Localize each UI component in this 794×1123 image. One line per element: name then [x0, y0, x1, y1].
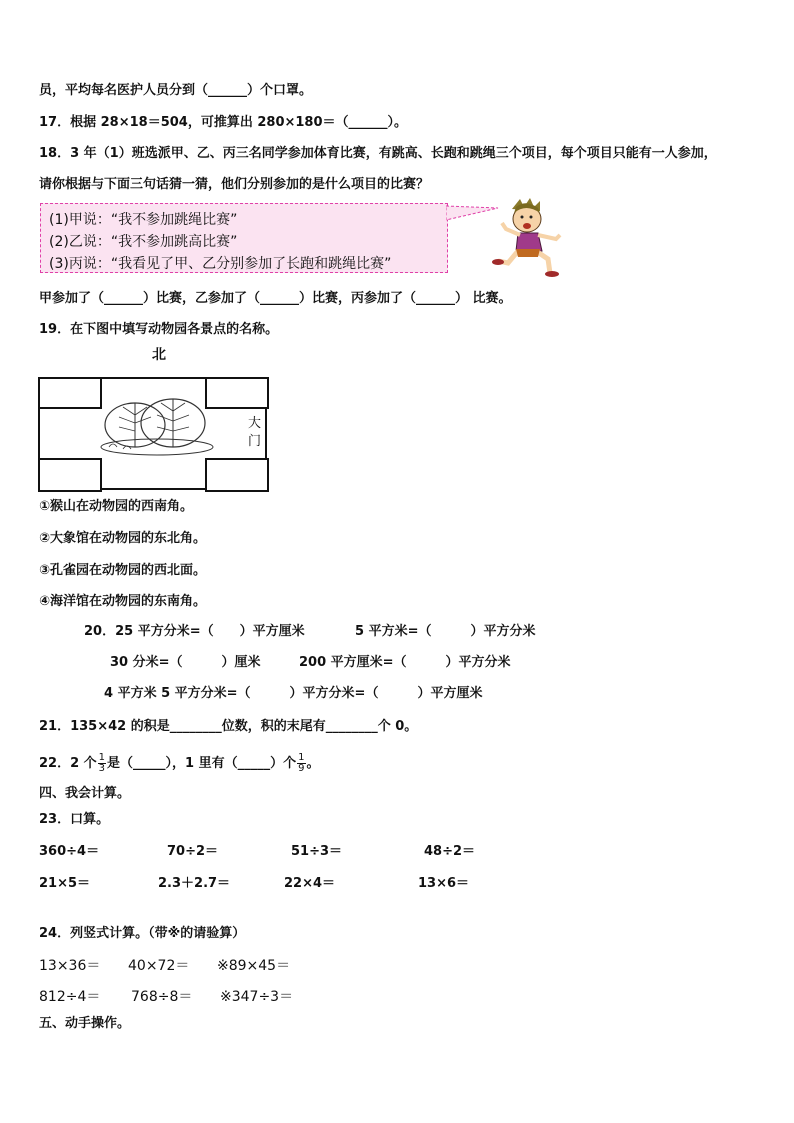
zoo-map: [38, 377, 267, 490]
vertical-calc-6: ※347÷3＝: [220, 989, 294, 1005]
calc-4: 48÷2＝: [424, 844, 476, 859]
question-20-part5: 4 平方米 5 平方分米=（ ）平方分米=（ ）平方厘米: [104, 686, 483, 701]
section-4-heading: 四、我会计算。: [39, 786, 131, 801]
fraction-2-denominator: 9: [298, 763, 305, 774]
calc-1: 360÷4＝: [39, 844, 100, 859]
question-17: 17．根据 28×18＝504，可推算出 280×180＝（______）。: [39, 115, 408, 130]
fraction-2-numerator: 1: [298, 752, 305, 763]
speech-bubble: [40, 203, 448, 273]
bubble-statement-3: (3)丙说：“我看见了甲、乙分别参加了长跑和跳绳比赛”: [49, 256, 392, 272]
question-20-part2: 5 平方米=（ ）平方分米: [355, 624, 536, 639]
bubble-statement-2: (2)乙说：“我不参加跳高比赛”: [49, 234, 238, 250]
fraction-1-numerator: 1: [98, 752, 106, 763]
vertical-calc-5: 768÷8＝: [131, 989, 193, 1005]
bubble-statement-1: (1)甲说：“我不参加跳绳比赛”: [49, 212, 238, 228]
question-18-answer-line: 甲参加了（______）比赛，乙参加了（______）比赛，丙参加了（______） 比赛。: [39, 291, 512, 306]
north-label: 北: [152, 347, 166, 363]
question-20-part1: 20．25 平方分米=（ ）平方厘米: [84, 624, 305, 639]
question-24: 24．列竖式计算。（带※的请验算）: [39, 926, 246, 941]
question-22-prefix: 22．2 个: [39, 756, 97, 771]
gate-label: [248, 415, 261, 451]
question-18-line1: 18．3 年（1）班选派甲、乙、丙三名同学参加体育比赛，有跳高、长跑和跳绳三个项目，每个项目只能有一人参加，: [39, 146, 717, 161]
calc-6: 2.3＋2.7＝: [158, 876, 231, 891]
zoo-cell-northwest: [38, 377, 102, 409]
lake-leaf-icon: [95, 395, 215, 461]
zoo-cell-southwest: [38, 458, 102, 492]
fraction-one-ninth: [297, 753, 305, 774]
statement-2: ②大象馆在动物园的东北角。: [39, 531, 207, 546]
question-20-part4: 200 平方厘米=（ ）平方分米: [299, 655, 511, 670]
fraction-1-denominator: 3: [98, 763, 106, 774]
calc-5: 21×5＝: [39, 876, 91, 891]
calc-2: 70÷2＝: [167, 844, 219, 859]
question-21: 21．135×42 的积是________位数，积的末尾有________个 0。: [39, 719, 418, 734]
question-19: 19．在下图中填写动物园各景点的名称。: [39, 322, 279, 337]
question-18-line2: 请你根据与下面三句话猜一猜，他们分别参加的是什么项目的比赛？: [39, 177, 430, 192]
vertical-calc-3: ※89×45＝: [217, 958, 291, 974]
vertical-calc-4: 812÷4＝: [39, 989, 101, 1005]
vertical-calc-2: 40×72＝: [128, 958, 190, 974]
calc-7: 22×4＝: [284, 876, 336, 891]
gate-label-top: 大: [248, 416, 262, 431]
running-boy-illustration: [490, 195, 576, 279]
vertical-calc-1: 13×36＝: [39, 958, 101, 974]
question-22-suffix: 。: [306, 756, 320, 771]
statement-4: ④海洋馆在动物园的东南角。: [39, 594, 207, 609]
question-20-part3: 30 分米=（ ）厘米: [110, 655, 261, 670]
section-5-heading: 五、动手操作。: [39, 1016, 131, 1031]
fraction-one-third: [98, 753, 106, 774]
calc-3: 51÷3＝: [291, 844, 343, 859]
gate-label-bottom: 门: [248, 434, 262, 449]
statement-3: ③孔雀园在动物园的西北面。: [39, 563, 207, 578]
question-22-middle: 是（_____），1 里有（_____）个: [107, 756, 297, 771]
line-prev-question: 员，平均每名医护人员分到（______）个口罩。: [39, 83, 313, 98]
zoo-cell-southeast: [205, 458, 269, 492]
question-22: [39, 753, 320, 775]
statement-1: ①猴山在动物园的西南角。: [39, 499, 194, 514]
question-23: 23．口算。: [39, 812, 110, 827]
calc-8: 13×6＝: [418, 876, 470, 891]
